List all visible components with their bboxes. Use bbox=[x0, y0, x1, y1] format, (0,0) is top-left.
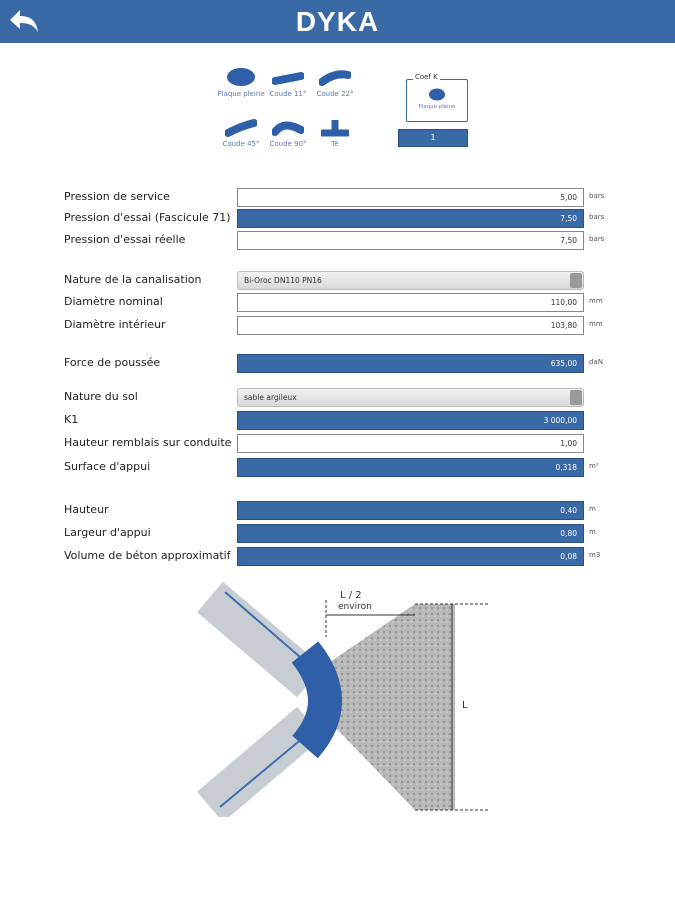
computed-value bbox=[237, 209, 584, 228]
coef-selected-label: Plaque pleine bbox=[418, 104, 456, 110]
field-value: 103,80 bbox=[550, 321, 577, 330]
computed-value bbox=[237, 524, 584, 543]
fitting-option[interactable] bbox=[310, 68, 360, 98]
dropdown-arrow-icon[interactable] bbox=[570, 390, 582, 405]
unit-label: m bbox=[589, 528, 596, 536]
half-length-sublabel: environ bbox=[338, 602, 372, 612]
dyka-logo: DYKA bbox=[295, 6, 380, 37]
pipe-fitting-icon bbox=[272, 68, 304, 88]
value-input[interactable] bbox=[237, 316, 584, 335]
computed-value bbox=[237, 458, 584, 477]
unit-label: m² bbox=[589, 462, 599, 470]
unit-label: bars bbox=[589, 192, 605, 200]
field-label: Diamètre nominal bbox=[64, 295, 163, 308]
field-label: Pression de service bbox=[64, 190, 170, 203]
plaque-pleine-icon bbox=[428, 88, 446, 101]
fitting-label: Coude 90° bbox=[269, 140, 307, 148]
unit-label: mm bbox=[589, 320, 603, 328]
field-label: Nature du sol bbox=[64, 390, 138, 403]
unit-label: m3 bbox=[589, 551, 601, 559]
form-row bbox=[0, 411, 675, 430]
form-row bbox=[0, 316, 675, 335]
pipe-fitting-icon bbox=[225, 118, 257, 138]
coef-k-title: Coef K bbox=[415, 73, 438, 81]
unit-label: mm bbox=[589, 297, 603, 305]
form-row bbox=[0, 231, 675, 250]
coef-k-value[interactable]: 1 bbox=[398, 129, 468, 147]
unit-label: m bbox=[589, 505, 596, 513]
fitting-label: Coude 11° bbox=[269, 90, 307, 98]
field-label: Pression d'essai (Fascicule 71) bbox=[64, 211, 231, 224]
dropdown-select[interactable] bbox=[237, 271, 584, 290]
fitting-option[interactable] bbox=[216, 118, 266, 148]
field-label: Pression d'essai réelle bbox=[64, 233, 186, 246]
field-label: Hauteur bbox=[64, 503, 109, 516]
unit-label: daN bbox=[589, 358, 603, 366]
thrust-block-diagram bbox=[190, 582, 500, 817]
pipe-fitting-icon bbox=[272, 118, 304, 138]
form-row bbox=[0, 388, 675, 407]
fitting-option[interactable] bbox=[263, 118, 313, 148]
field-label: Hauteur remblais sur conduite bbox=[64, 436, 232, 449]
fitting-label: Coude 45° bbox=[222, 140, 260, 148]
concrete-block bbox=[330, 604, 455, 810]
field-label: Diamètre intérieur bbox=[64, 318, 166, 331]
field-value: 3 000,00 bbox=[543, 416, 577, 425]
value-input[interactable] bbox=[237, 231, 584, 250]
field-label: Nature de la canalisation bbox=[64, 273, 202, 286]
form-row bbox=[0, 354, 675, 373]
form-row bbox=[0, 547, 675, 566]
field-label: Largeur d'appui bbox=[64, 526, 151, 539]
computed-value bbox=[237, 354, 584, 373]
fitting-option[interactable] bbox=[310, 118, 360, 148]
form-row bbox=[0, 524, 675, 543]
field-value: 0,318 bbox=[555, 463, 577, 472]
form-row bbox=[0, 434, 675, 453]
elbow-fitting bbox=[305, 652, 325, 747]
top-bar bbox=[0, 0, 675, 43]
dropdown-select[interactable] bbox=[237, 388, 584, 407]
fitting-label: Coude 22° bbox=[316, 90, 354, 98]
fitting-option[interactable] bbox=[216, 68, 266, 98]
field-value: 635,00 bbox=[550, 359, 577, 368]
unit-label: bars bbox=[589, 235, 605, 243]
half-length-label: L / 2 bbox=[340, 590, 362, 601]
pipe-fitting-icon bbox=[319, 68, 351, 88]
dropdown-arrow-icon[interactable] bbox=[570, 273, 582, 288]
field-label: K1 bbox=[64, 413, 79, 426]
fitting-label: Té bbox=[331, 140, 339, 148]
coef-k-panel bbox=[406, 73, 468, 122]
field-value: sable argileux bbox=[244, 393, 297, 402]
computed-value bbox=[237, 501, 584, 520]
field-label: Surface d'appui bbox=[64, 460, 151, 473]
form-row bbox=[0, 209, 675, 228]
form-row bbox=[0, 271, 675, 290]
form-row bbox=[0, 293, 675, 312]
pipe-fitting-icon bbox=[319, 118, 351, 138]
field-label: Volume de béton approximatif bbox=[64, 549, 231, 562]
field-value: 7,50 bbox=[560, 236, 577, 245]
form-row bbox=[0, 188, 675, 207]
field-value: 0,40 bbox=[560, 506, 577, 515]
unit-label: bars bbox=[589, 213, 605, 221]
field-value: 7,50 bbox=[560, 214, 577, 223]
field-value: 0,80 bbox=[560, 529, 577, 538]
field-value: 5,00 bbox=[560, 193, 577, 202]
computed-value bbox=[237, 547, 584, 566]
length-label: L bbox=[462, 700, 468, 711]
form-row bbox=[0, 501, 675, 520]
pipe-fitting-icon bbox=[225, 68, 257, 88]
value-input[interactable] bbox=[237, 293, 584, 312]
computed-value bbox=[237, 411, 584, 430]
form-row bbox=[0, 458, 675, 477]
field-value: 0,08 bbox=[560, 552, 577, 561]
value-input[interactable] bbox=[237, 188, 584, 207]
field-value: 1,00 bbox=[560, 439, 577, 448]
fitting-label: Plaque pleine bbox=[217, 90, 265, 98]
field-value: Bi-Oroc DN110 PN16 bbox=[244, 276, 322, 285]
value-input[interactable] bbox=[237, 434, 584, 453]
fitting-option[interactable] bbox=[263, 68, 313, 98]
field-label: Force de poussée bbox=[64, 356, 161, 369]
field-value: 110,00 bbox=[550, 298, 577, 307]
